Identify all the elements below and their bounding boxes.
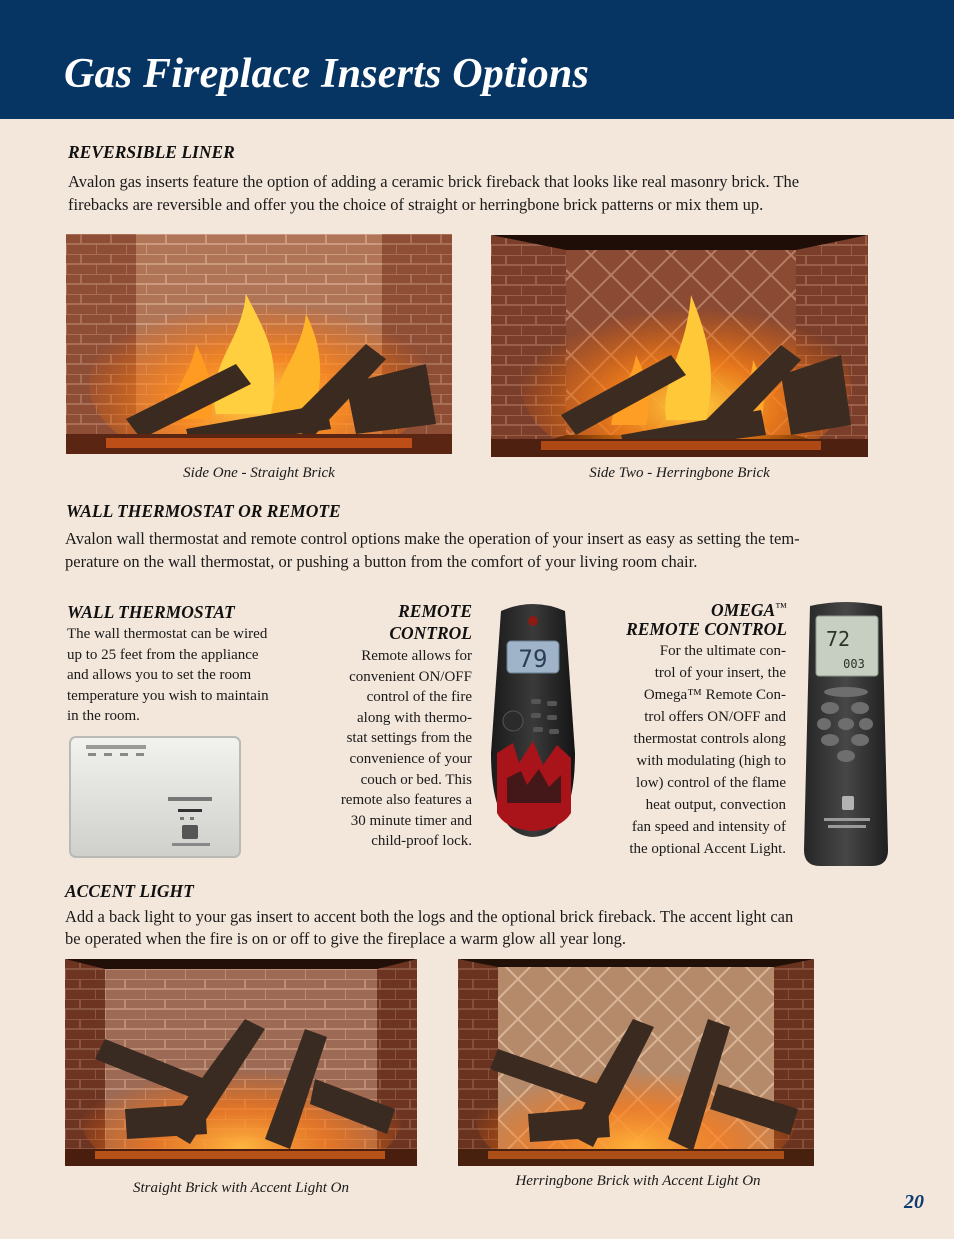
omega-remote-line: Omega™ Remote Con- [643,687,786,703]
omega-remote-image [802,600,890,870]
remote-control-text [315,646,472,852]
omega-remote-line: trol offers ON/OFF and [644,709,786,725]
omega-display-timer: 003 [843,657,865,671]
wall-thermostat-heading: WALL THERMOSTAT [67,602,235,622]
wall-thermostat-line: temperature you wish to maintain [67,687,269,704]
remote-display-value: 79 [518,645,548,673]
omega-trademark: ™ [775,600,787,614]
wall-thermostat-text [67,624,317,727]
omega-remote-line: fan speed and intensity of [631,819,786,835]
remote-control-line: stat settings from the [346,730,472,747]
accent-light-heading: ACCENT LIGHT [65,881,194,901]
reversible-liner-line: firebacks are reversible and offer you the choice of straight or herringbone brick patterns or mix them up. [68,194,764,214]
straight-brick-accent-caption: Straight Brick with Accent Light On [133,1180,349,1196]
wall-thermostat-line: The wall thermostat can be wired [67,626,268,642]
thermostat-remote-text [65,528,905,573]
omega-remote-line: low) control of the flame [636,775,786,791]
wall-thermostat-line: in the room. [67,708,140,725]
remote-control-line: 30 minute timer and [350,812,472,829]
herringbone-brick-photo [491,235,868,457]
reversible-liner-line: Avalon gas inserts feature the option of adding a ceramic brick fireback that looks like real masonry brick. The [68,172,800,191]
reversible-liner-text [68,171,898,216]
herringbone-brick-caption: Side Two - Herringbone Brick [589,465,770,481]
remote-control-line: control of the fire [366,689,472,706]
remote-control-line: couch or bed. This [360,771,472,788]
remote-control-heading-2: CONTROL [389,623,472,643]
accent-light-line: Add a back light to your gas insert to accent both the logs and the optional brick fireback. The accent light can [65,907,794,926]
reversible-liner-heading: REVERSIBLE LINER [68,142,235,162]
omega-remote-heading-1 [620,600,787,621]
remote-control-line: convenience of your [349,750,472,767]
wall-thermostat-image [68,735,242,859]
page-header [0,0,954,119]
omega-remote-line: with modulating (high to [636,753,786,769]
omega-remote-text [590,640,786,860]
thermostat-remote-line: perature on the wall thermostat, or pushing a button from the comfort of your living room chair. [65,551,698,571]
remote-control-image [487,603,579,839]
wall-thermostat-line: up to 25 feet from the appliance [67,646,259,663]
omega-remote-line: For the ultimate con- [659,643,786,659]
straight-brick-caption: Side One - Straight Brick [183,465,335,481]
remote-control-line: along with thermo- [357,709,472,726]
straight-brick-accent-photo [65,959,417,1166]
thermostat-remote-heading: WALL THERMOSTAT OR REMOTE [66,501,341,521]
remote-control-line: convenient ON/OFF [349,668,472,685]
omega-remote-line: thermostat controls along [633,731,786,747]
omega-remote-line: trol of your insert, the [654,665,786,681]
herringbone-brick-accent-photo [458,959,814,1166]
page-number: 20 [904,1191,924,1213]
remote-control-heading-1: REMOTE [398,601,472,621]
remote-control-line: Remote allows for [361,648,472,664]
omega-remote-heading-name: OMEGA [711,600,776,620]
herringbone-brick-accent-caption: Herringbone Brick with Accent Light On [515,1173,761,1189]
remote-control-line: remote also features a [340,792,472,809]
omega-display-temp: 72 [825,627,851,651]
accent-light-text [65,906,905,949]
page-title: Gas Fireplace Inserts Options [64,51,590,97]
straight-brick-photo [66,234,452,454]
omega-remote-heading-2: REMOTE CONTROL [626,619,787,639]
wall-thermostat-line: and allows you to set the room [67,667,252,684]
remote-control-line: child-proof lock. [371,833,472,850]
accent-light-line: be operated when the fire is on or off to give the fireplace a warm glow all year long. [65,928,626,948]
thermostat-remote-line: Avalon wall thermostat and remote control options make the operation of your insert as easy as setting the tem- [65,529,800,548]
omega-remote-line: heat output, convection [645,797,786,813]
omega-remote-line: the optional Accent Light. [629,841,786,857]
